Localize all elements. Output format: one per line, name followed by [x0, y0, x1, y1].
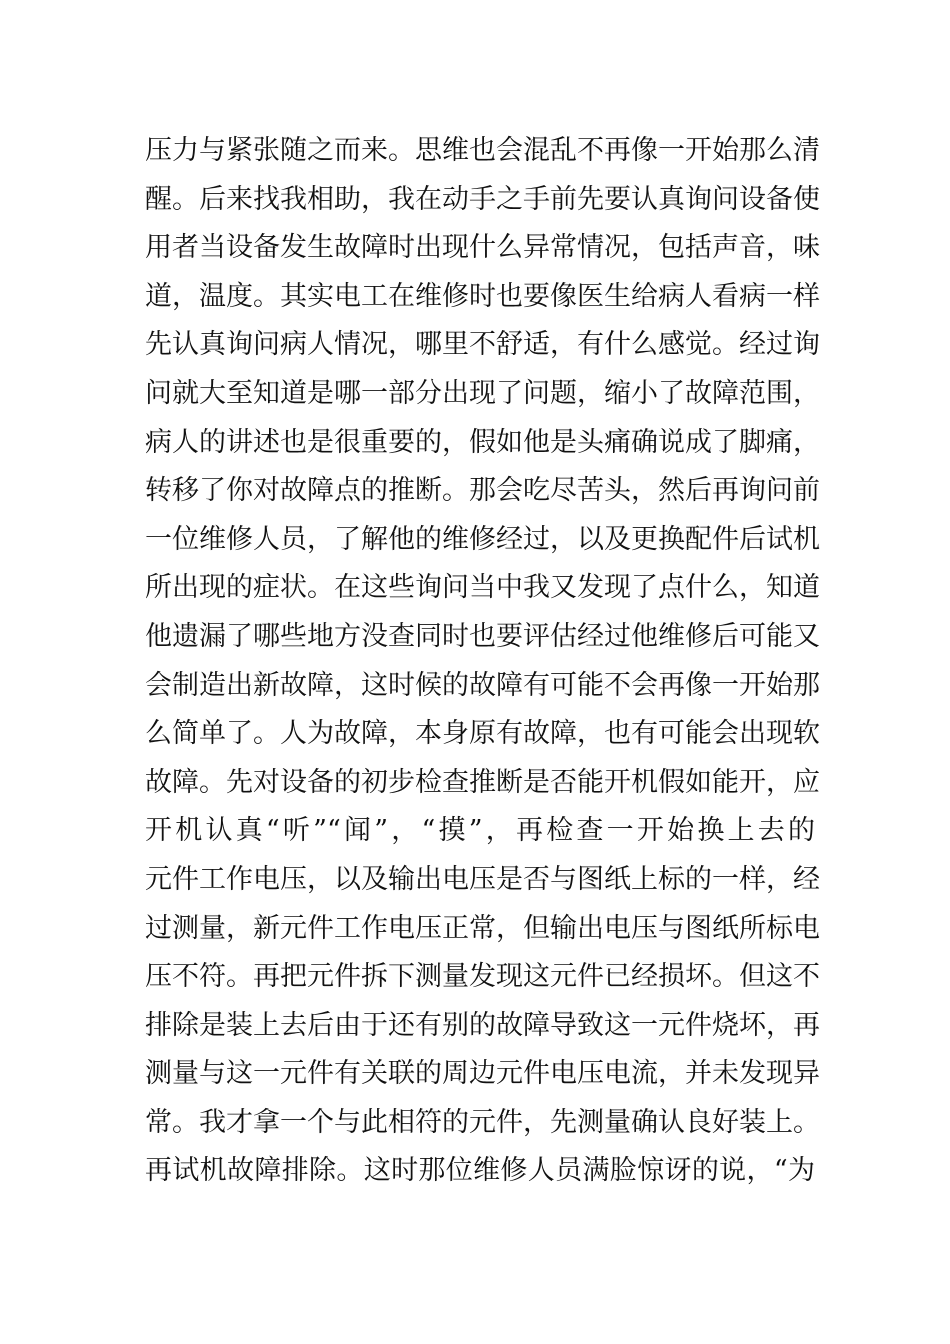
text-line: 过测量，新元件工作电压正常，但输出电压与图纸所标电 — [145, 912, 820, 944]
text-line: 压不符。再把元件拆下测量发现这元件已经损坏。但这不 — [145, 961, 820, 993]
text-line: 转移了你对故障点的推断。那会吃尽苦头，然后再询问前 — [145, 475, 820, 507]
text-line: 用者当设备发生故障时出现什么异常情况，包括声音，味 — [145, 232, 820, 264]
text-line: 么简单了。人为故障，本身原有故障，也有可能会出现软 — [145, 718, 820, 750]
text-line: 再试机故障排除。这时那位维修人员满脸惊讶的说，“为 — [145, 1155, 815, 1187]
text-line: 病人的讲述也是很重要的，假如他是头痛确说成了脚痛， — [145, 426, 820, 458]
text-line: 醒。后来找我相助，我在动手之手前先要认真询问设备使 — [145, 183, 820, 215]
text-line: 故障。先对设备的初步检查推断是否能开机假如能开，应 — [145, 766, 820, 798]
text-line: 测量与这一元件有关联的周边元件电压电流，并未发现异 — [145, 1058, 820, 1090]
text-line: 先认真询问病人情况，哪里不舒适，有什么感觉。经过询 — [145, 329, 820, 361]
text-line: 他遗漏了哪些地方没查同时也要评估经过他维修后可能又 — [145, 620, 820, 652]
text-line: 常。我才拿一个与此相符的元件，先测量确认良好装上。 — [145, 1106, 820, 1138]
text-line: 道，温度。其实电工在维修时也要像医生给病人看病一样 — [145, 280, 820, 312]
text-line: 开机认真“听”“闻”，“摸”，再检查一开始换上去的 — [145, 815, 815, 847]
text-line: 问就大至知道是哪一部分出现了问题，缩小了故障范围， — [145, 377, 820, 409]
body-text — [145, 127, 820, 1196]
text-line: 排除是装上去后由于还有别的故障导致这一元件烧坏，再 — [145, 1009, 820, 1041]
text-line: 所出现的症状。在这些询问当中我又发现了点什么，知道 — [145, 572, 820, 604]
text-line: 压力与紧张随之而来。思维也会混乱不再像一开始那么清 — [145, 135, 820, 166]
text-line: 元件工作电压，以及输出电压是否与图纸上标的一样，经 — [145, 863, 820, 895]
text-line: 一位维修人员，了解他的维修经过，以及更换配件后试机 — [145, 523, 820, 555]
text-line: 会制造出新故障，这时候的故障有可能不会再像一开始那 — [145, 669, 820, 701]
